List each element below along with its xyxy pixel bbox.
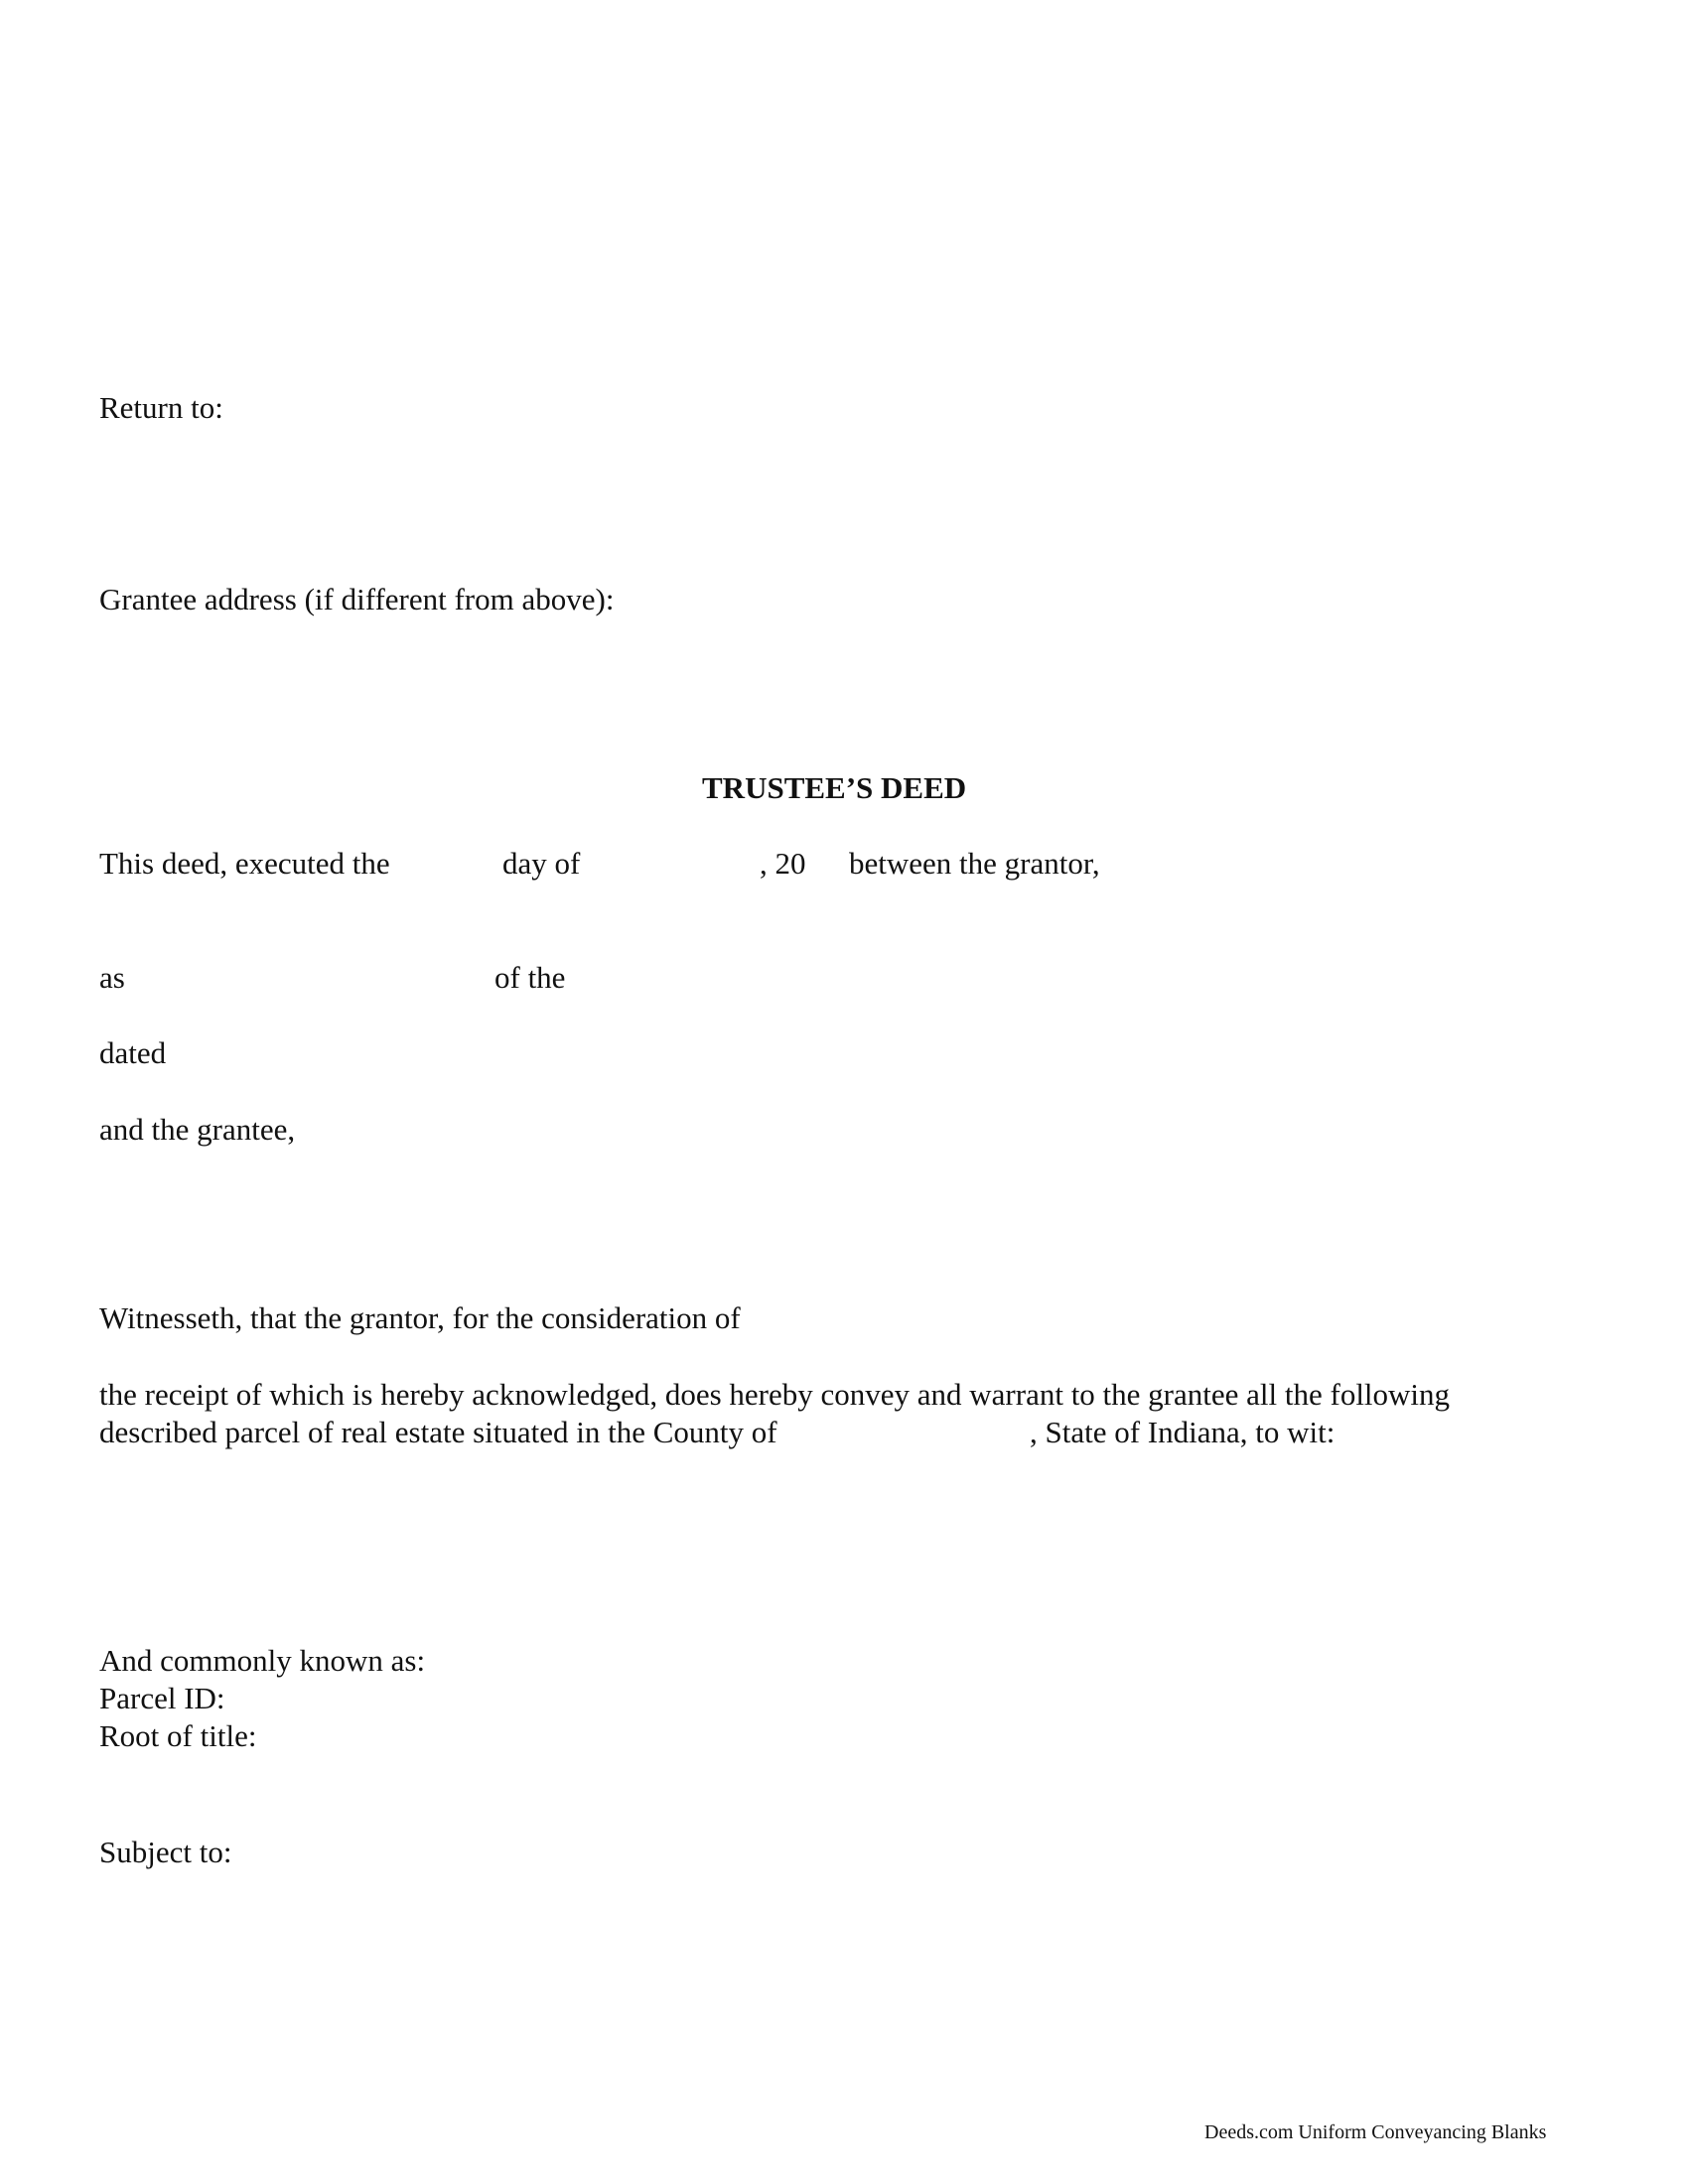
return-to-label: Return to:	[99, 390, 223, 425]
between-grantor-text: between the grantor,	[849, 846, 1100, 881]
receipt-line: the receipt of which is hereby acknowledged, does hereby convey and warrant to the grantee all the following	[99, 1377, 1451, 1412]
year-prefix-text: , 20	[760, 846, 806, 881]
dated-text: dated	[99, 1035, 167, 1070]
as-text: as	[99, 960, 125, 995]
commonly-known-label: And commonly known as:	[99, 1643, 426, 1678]
described-parcel-text: described parcel of real estate situated in the County of	[99, 1415, 777, 1449]
day-of-text: day of	[502, 846, 581, 881]
state-of-indiana-text: , State of Indiana, to wit:	[1030, 1415, 1336, 1449]
root-of-title-label: Root of title:	[99, 1718, 257, 1753]
of-the-text: of the	[494, 960, 566, 995]
subject-to-label: Subject to:	[99, 1835, 232, 1869]
parcel-id-label: Parcel ID:	[99, 1681, 225, 1715]
executed-text: This deed, executed the	[99, 846, 390, 881]
grantee-address-label: Grantee address (if different from above):	[99, 582, 615, 616]
and-grantee-text: and the grantee,	[99, 1112, 296, 1147]
footer-text: Deeds.com Uniform Conveyancing Blanks	[1204, 2121, 1547, 2143]
witnesseth-text: Witnesseth, that the grantor, for the consideration of	[99, 1300, 741, 1335]
document-title: TRUSTEE’S DEED	[702, 770, 967, 805]
